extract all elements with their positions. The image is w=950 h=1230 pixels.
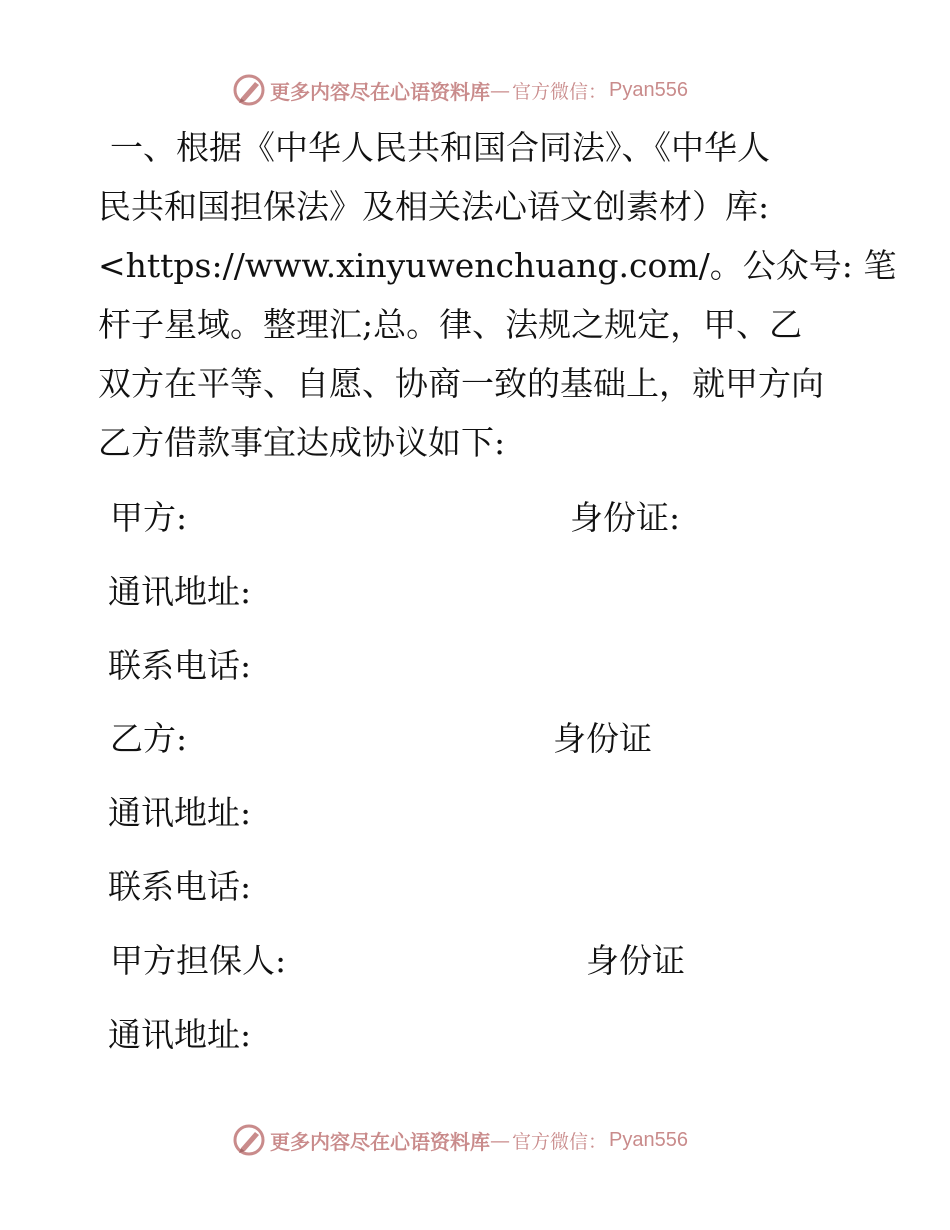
pen-logo-icon [232,1123,266,1157]
party-b-label: 乙方: [110,719,188,758]
banner-wechat-label: 官方微信： [512,1130,608,1153]
party-a-address-label: 通讯地址: [108,572,252,611]
banner-main-text: 更多内容尽在心语资料库 [270,79,490,104]
paragraph-line: 杆子星域。整理汇;总。律、法规之规定，甲、乙 [98,305,803,344]
paragraph-line: 乙方借款事宜达成协议如下: [98,423,506,462]
paragraph-line: 双方在平等、自愿、协商一致的基础上，就甲方向 [98,364,824,403]
paragraph-line: <https://www.xinyuwenchuang.com/。公众号: 笔 [98,246,897,285]
party-a-phone-label: 联系电话: [108,646,252,685]
paragraph-line-text: 一、根据《中华人民共和国合同法》、《中华人 [110,128,770,167]
guarantor-a-address-label: 通讯地址: [108,1015,252,1054]
paragraph-line [98,118,858,177]
party-b-phone-label: 联系电话: [108,867,252,906]
party-a-label: 甲方: [110,498,188,537]
banner-main-text: 更多内容尽在心语资料库 [270,1129,490,1154]
party-a-id-label: 身份证: [570,498,681,537]
banner-separator: — [490,1128,510,1152]
paragraph-line: 民共和国担保法》及相关法心语文创素材）库: [98,187,770,226]
header-banner [0,70,950,110]
banner-wechat-label: 官方微信： [512,80,608,103]
guarantor-a-label: 甲方担保人: [110,941,287,980]
footer-banner [0,1120,950,1160]
pen-logo-icon [232,73,266,107]
intro-paragraph [98,118,897,472]
guarantor-a-id-label: 身份证 [586,941,685,980]
party-b-id-label: 身份证 [553,719,652,758]
banner-separator: — [490,78,510,102]
banner-wechat-id: Pyan556 [609,78,688,101]
party-b-address-label: 通讯地址: [108,793,252,832]
banner-wechat-id: Pyan556 [609,1128,688,1151]
